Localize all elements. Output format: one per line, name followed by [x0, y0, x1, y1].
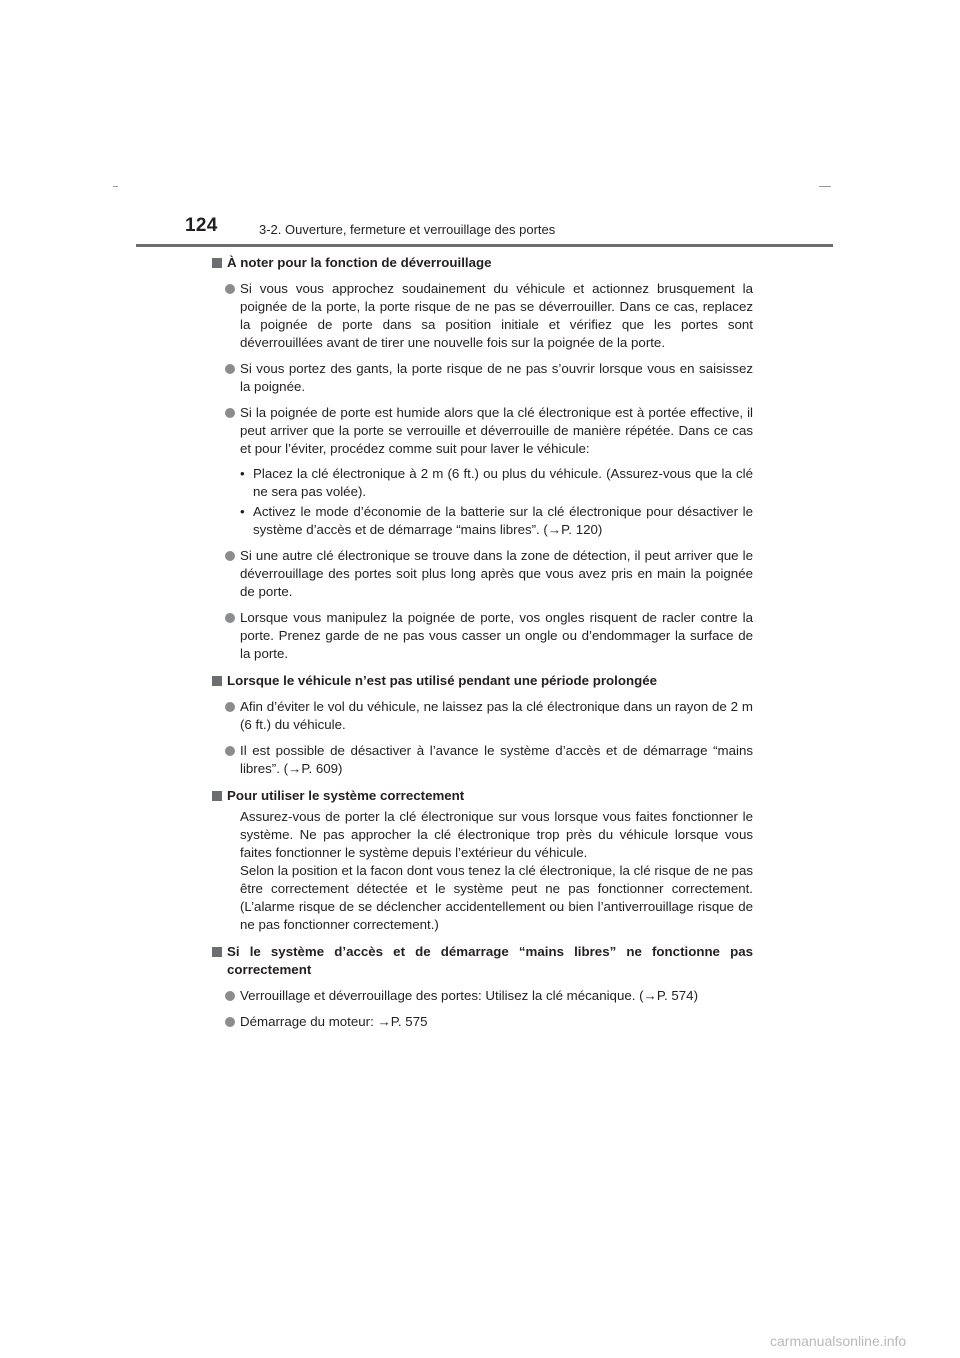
- sub-list-item: [210, 503, 753, 539]
- round-bullet-icon: [225, 1017, 235, 1027]
- small-bullet-icon: •: [240, 466, 245, 481]
- round-bullet-icon: [225, 702, 235, 712]
- section-heading-text: À noter pour la fonction de déverrouillage: [227, 255, 492, 270]
- round-bullet-icon: [225, 746, 235, 756]
- small-bullet-icon: •: [240, 504, 245, 519]
- sub-list-item-text: Placez la clé électronique à 2 m (6 ft.) ou plus du véhicule. (Assurez-vous que la clé ne sera pas volée).: [253, 466, 753, 499]
- section-heading: [210, 672, 753, 690]
- list-item: [210, 280, 753, 352]
- round-bullet-icon: [225, 284, 235, 294]
- list-item-text: Si vous portez des gants, la porte risque de ne pas s’ouvrir lorsque vous en saisissez la poignée.: [240, 361, 753, 394]
- section-heading: [210, 787, 753, 805]
- round-bullet-icon: [225, 991, 235, 1001]
- section-heading-text: Pour utiliser le système correctement: [227, 788, 465, 803]
- watermark: carmanualsonline.info: [770, 1333, 907, 1349]
- list-item: [210, 360, 753, 396]
- page-content: [210, 254, 753, 1031]
- list-item: [210, 698, 753, 734]
- list-item: [210, 547, 753, 601]
- list-item: [210, 742, 753, 778]
- list-item-text: Si une autre clé électronique se trouve dans la zone de détection, il peut arriver que le déverrouillage des portes soit plus long après que vous avez pris en main la poignée de porte.: [240, 548, 753, 599]
- list-item: [210, 987, 753, 1005]
- square-bullet-icon: [212, 947, 222, 957]
- page-header: [185, 215, 833, 247]
- list-item-text: Lorsque vous manipulez la poignée de porte, vos ongles risquent de racler contre la porte. Prenez garde de ne pas vous casser un ongle ou d’endommager la surface de la porte.: [240, 610, 753, 661]
- crop-mark-right: [819, 186, 831, 187]
- paragraph: Selon la position et la facon dont vous tenez la clé électronique, la clé risque de ne pas être correctement détectée et le système peut ne pas fonctionner correctement. (L’alarme risque de se déclencher accidentellement ou bien l’antiverrouillage risque de ne pas fonctionner correctement.): [240, 863, 753, 932]
- sub-list-item-text: Activez le mode d’économie de la batterie sur la clé électronique pour désactiver le système d’accès et de démarrage “mains libres”. (→P. 120): [253, 504, 753, 537]
- round-bullet-icon: [225, 613, 235, 623]
- section-heading-text: Lorsque le véhicule n’est pas utilisé pendant une période prolongée: [227, 673, 658, 688]
- sub-list-item: [210, 465, 753, 501]
- list-item-text: Démarrage du moteur: →P. 575: [240, 1014, 428, 1029]
- paragraph: Assurez-vous de porter la clé électronique sur vous lorsque vous faites fonctionner le système. Ne pas approcher la clé électronique trop près du véhicule lorsque vous faites fonctionner le système depuis l’extérieur du véhicule.: [240, 809, 753, 860]
- section-heading: [210, 254, 753, 272]
- page-number: 124: [185, 215, 218, 236]
- list-item-text: Afin d’éviter le vol du véhicule, ne laissez pas la clé électronique dans un rayon de 2 m (6 ft.) du véhicule.: [240, 699, 753, 732]
- list-item: [210, 1013, 753, 1031]
- header-rule: [136, 244, 833, 247]
- square-bullet-icon: [212, 258, 222, 268]
- round-bullet-icon: [225, 364, 235, 374]
- round-bullet-icon: [225, 551, 235, 561]
- section-title: 3-2. Ouverture, fermeture et verrouillage des portes: [259, 222, 556, 237]
- list-item-text: Il est possible de désactiver à l’avance le système d’accès et de démarrage “mains libres”. (→P. 609): [240, 743, 753, 776]
- square-bullet-icon: [212, 791, 222, 801]
- list-item-text: Verrouillage et déverrouillage des portes: Utilisez la clé mécanique. (→P. 574): [240, 988, 699, 1003]
- list-item-text: Si la poignée de porte est humide alors que la clé électronique est à portée effective, il peut arriver que la porte se verrouille et déverrouille de manière répétée. Dans ce cas et pour l’éviter, procédez comme suit pour laver le véhicule:: [240, 405, 753, 456]
- section-heading: [210, 943, 753, 979]
- crop-mark-left: [113, 186, 118, 187]
- list-item: [210, 609, 753, 663]
- section-heading-text: Si le système d’accès et de démarrage “mains libres” ne fonctionne pas correctement: [227, 944, 753, 977]
- square-bullet-icon: [212, 676, 222, 686]
- list-item: [210, 404, 753, 458]
- round-bullet-icon: [225, 408, 235, 418]
- list-item-text: Si vous vous approchez soudainement du véhicule et actionnez brusquement la poignée de la porte, la porte risque de ne pas se déverrouiller. Dans ce cas, replacez la poignée de porte dans sa position initiale et vérifiez que les portes sont déverrouillées avant de tirer une nouvelle fois sur la poignée de la porte.: [240, 281, 753, 350]
